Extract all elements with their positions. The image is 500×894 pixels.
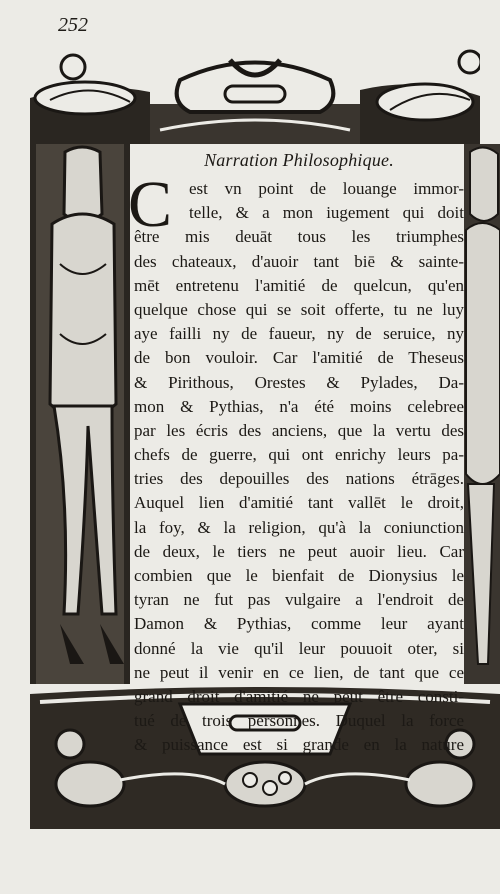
- text-line: est vn point de louange immor-: [189, 179, 464, 198]
- section-heading: Narration Philosophique.: [204, 150, 394, 170]
- drop-cap: C: [128, 168, 173, 241]
- text-line: tyran ne fut pas vulgaire a l'endroit de: [134, 590, 464, 610]
- text-line: la foy, & la religion, qu'à la coniunction: [134, 517, 464, 537]
- text-block: [128, 150, 464, 758]
- text-line: de deux, le tiers ne peut auoir lieu. Car: [134, 541, 464, 561]
- text-line: des chateaux, d'auoir tant biē & sainte-: [134, 251, 464, 271]
- text-line: & puissance est si grande en la nature: [134, 735, 464, 755]
- text-line: tué de trois personnes. Duquel la force: [134, 711, 464, 731]
- text-line: donné la vie qu'il leur pouuoit oter, si: [134, 638, 464, 658]
- text-line: & Pirithous, Orestes & Pylades, Da-: [134, 372, 464, 392]
- text-line: ne peut il venir en ce lien, de tant que ce: [134, 662, 464, 682]
- top-woodcut-illustration: [30, 40, 480, 144]
- text-line: Damon & Pythias, comme leur ayant: [134, 614, 464, 634]
- left-figure-woodcut: [30, 144, 130, 684]
- text-line: quelque chose qui se soit offerte, tu ne luy: [134, 299, 464, 319]
- text-line: aye failli ny de faueur, ny de seruice, ny: [134, 324, 464, 344]
- text-line: combien que le bienfait de Dionysius le: [134, 566, 464, 585]
- text-line: de bon vouloir. Car l'amitié de Theseus: [134, 348, 464, 368]
- text-line: grand droit d'amitié ne peut être consti-: [134, 686, 464, 706]
- text-line: mon & Pythias, n'a été moins celebree: [134, 396, 464, 416]
- page-number: 252: [58, 14, 88, 36]
- text-line: Auquel lien d'amitié tant vallēt le droit,: [134, 493, 464, 513]
- text-line: mēt entretenu l'amitié de quelcun, qu'en: [134, 275, 464, 295]
- text-line: être mis deuāt tous les triumphes: [134, 227, 464, 247]
- text-line: par les écris des anciens, que la vertu des: [134, 420, 464, 440]
- body-text: [128, 168, 464, 758]
- text-line: tries des depouilles des nations étrāges.: [134, 469, 464, 489]
- text-line: chefs de guerre, qui ont enrichy leurs pa-: [134, 445, 464, 465]
- text-line: telle, & a mon iugement qui doit: [189, 203, 464, 223]
- right-figure-woodcut: [464, 144, 500, 684]
